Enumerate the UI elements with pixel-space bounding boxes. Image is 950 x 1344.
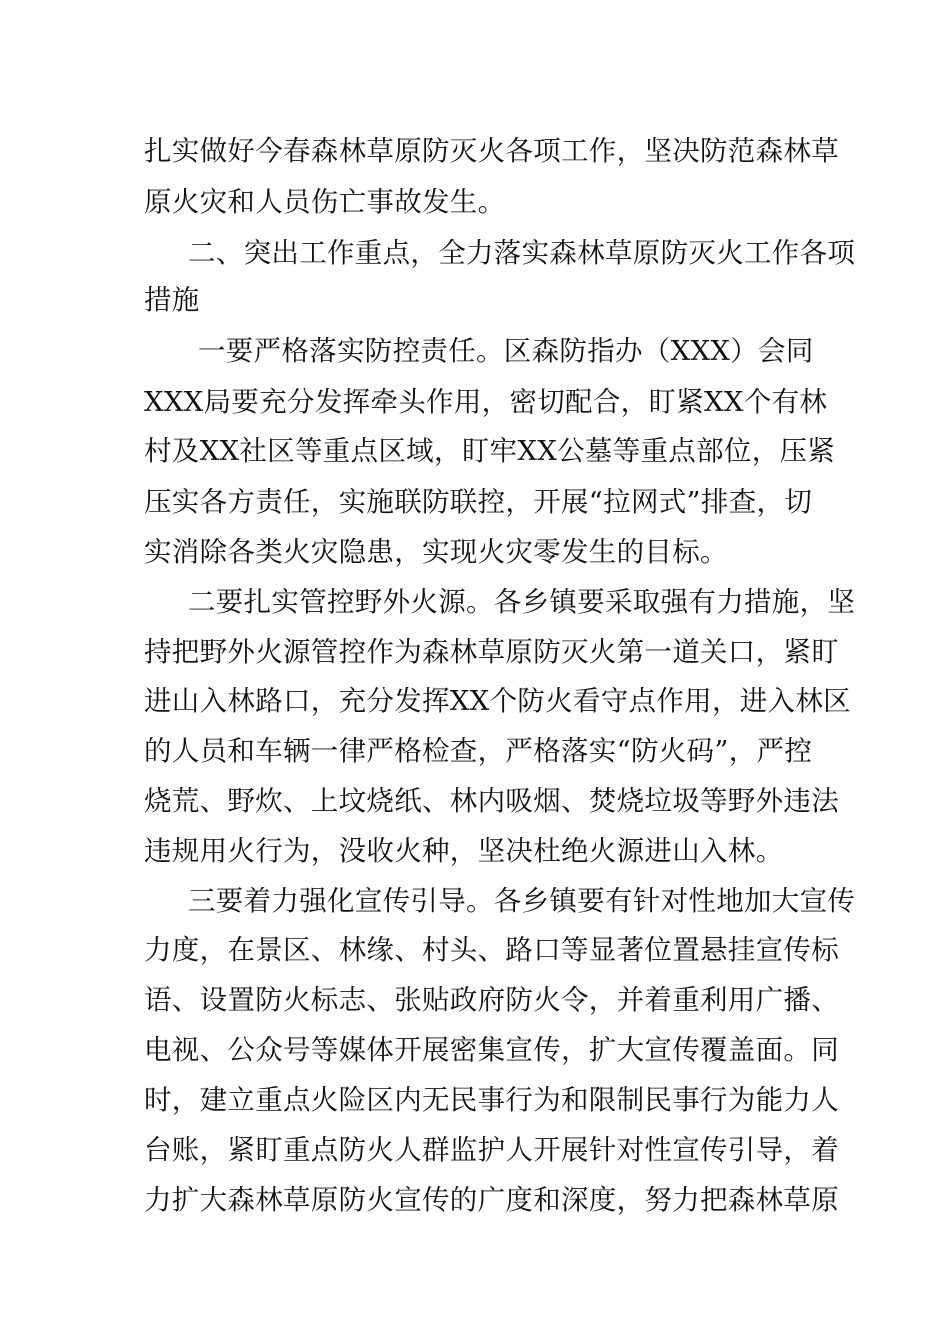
text-line: 力度，在景区、林缘、村头、路口等显著位置悬挂宣传标 [144, 934, 839, 966]
section-heading-line: 二、突出工作重点，全力落实森林草原防灭火工作各项 [188, 237, 856, 269]
text-line: 扎实做好今春森林草原防灭火各项工作，坚决防范森林草 [144, 135, 839, 167]
text-line: 电视、公众号等媒体开展密集宣传，扩大宣传覆盖面。同 [144, 1034, 839, 1066]
text-line: 烧荒、野炊、上坟烧纸、林内吸烟、焚烧垃圾等野外违法 [144, 785, 839, 817]
text-line: 二要扎实管控野外火源。各乡镇要采取强有力措施，坚 [188, 586, 856, 618]
text-line: 一要严格落实防控责任。区森防指办（XXX）会同 [198, 335, 814, 367]
text-line: 时，建立重点火险区内无民事行为和限制民事行为能力人 [144, 1084, 839, 1116]
text-line: 村及XX社区等重点区域，盯牢XX公墓等重点部位，压紧 [144, 435, 836, 467]
text-line: 的人员和车辆一律严格检查，严格落实“防火码”，严控 [144, 735, 813, 767]
section-heading-line: 措施 [144, 284, 200, 316]
text-line: 语、设置防火标志、张贴政府防火令，并着重利用广播、 [144, 984, 839, 1016]
text-line: 三要着力强化宣传引导。各乡镇要有针对性地加大宣传 [188, 885, 856, 917]
text-line: 原火灾和人员伤亡事故发生。 [144, 186, 506, 218]
text-line: 持把野外火源管控作为森林草原防灭火第一道关口，紧盯 [144, 636, 839, 668]
text-line: 力扩大森林草原防火宣传的广度和深度，努力把森林草原 [144, 1184, 839, 1216]
text-line: XXX局要充分发挥牵头作用，密切配合，盯紧XX个有林 [144, 386, 828, 418]
text-line: 违规用火行为，没收火种，坚决杜绝火源进山入林。 [144, 835, 784, 867]
text-line: 进山入林路口，充分发挥XX个防火看守点作用，进入林区 [144, 685, 851, 717]
text-line: 实消除各类火灾隐患，实现火灾零发生的目标。 [144, 536, 728, 568]
text-line: 台账，紧盯重点防火人群监护人开展针对性宣传引导，着 [144, 1134, 839, 1166]
text-line: 压实各方责任，实施联防联控，开展“拉网式”排查，切 [144, 486, 813, 518]
